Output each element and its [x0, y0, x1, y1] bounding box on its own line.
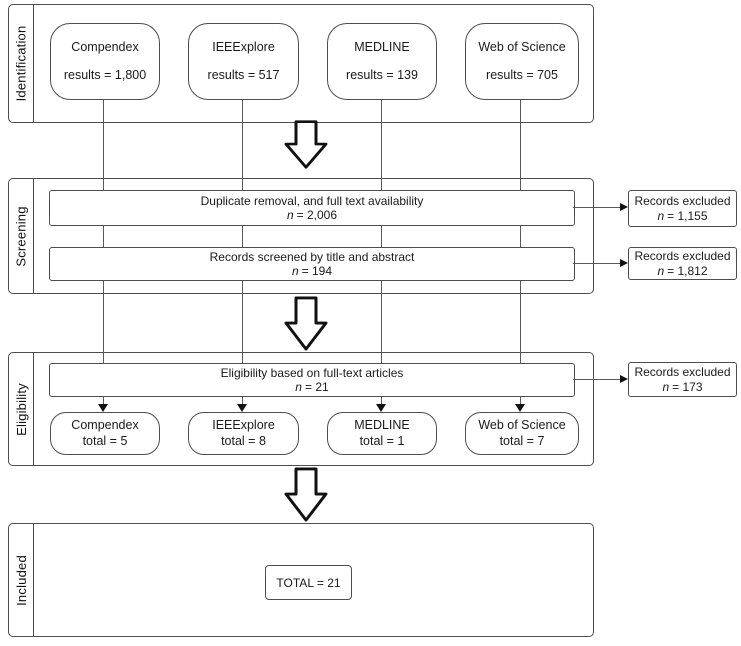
total-value: total = 1 — [359, 434, 405, 448]
n-symbol: n — [295, 380, 302, 394]
total-pill-medline — [327, 412, 437, 455]
included-label-band — [9, 524, 34, 636]
n-value: = 1,155 — [667, 208, 708, 223]
step-title: Duplicate removal, and full text availability — [200, 193, 424, 208]
total-box — [265, 565, 352, 600]
total-pill-webofscience — [465, 412, 579, 455]
source-results: results = 1,800 — [63, 68, 147, 82]
excluded-title: Records excluded — [634, 249, 731, 263]
excluded-connector-2 — [573, 263, 621, 264]
identification-label-band — [9, 5, 34, 122]
excluded-connector-3 — [573, 379, 621, 380]
total-name: Compendex — [71, 418, 139, 432]
down-flow-arrow-2 — [284, 296, 328, 351]
excluded-box-1 — [628, 190, 737, 227]
step-count — [292, 264, 332, 279]
source-name: Compendex — [71, 40, 139, 54]
source-name: MEDLINE — [354, 40, 410, 54]
total-value: total = 8 — [221, 434, 266, 448]
source-pill-webofscience — [465, 23, 579, 100]
n-symbol: n — [662, 379, 670, 394]
excluded-count — [662, 380, 702, 395]
eligibility-step-fulltext — [49, 363, 575, 397]
total-label: TOTAL = 21 — [276, 575, 341, 590]
included-label: Included — [13, 554, 29, 606]
step-count — [287, 208, 337, 223]
source-pill-compendex — [50, 23, 160, 100]
total-value: total = 5 — [82, 434, 128, 448]
screening-label: Screening — [13, 205, 29, 267]
step-title: Records screened by title and abstract — [209, 249, 415, 264]
right-arrowhead-1 — [620, 203, 628, 211]
right-arrowhead-3 — [620, 375, 628, 383]
source-results: results = 705 — [486, 68, 558, 82]
excluded-title: Records excluded — [634, 194, 731, 208]
total-name: MEDLINE — [354, 418, 410, 432]
down-flow-arrow-1 — [284, 120, 328, 169]
down-arrowhead-medline — [376, 404, 386, 412]
source-name: Web of Science — [478, 40, 566, 54]
excluded-count — [657, 264, 707, 279]
source-pill-ieeexplore — [188, 23, 299, 100]
total-name: IEEExplore — [212, 418, 275, 432]
excluded-box-2 — [628, 247, 737, 280]
source-pill-medline — [327, 23, 437, 100]
n-value: = 1,812 — [667, 263, 708, 278]
excluded-count — [657, 209, 707, 224]
total-name: Web of Science — [478, 418, 566, 432]
step-title: Eligibility based on full-text articles — [220, 365, 404, 380]
down-arrowhead-webofscience — [515, 404, 525, 412]
screening-step-title-abstract — [49, 247, 575, 281]
source-results: results = 139 — [346, 68, 418, 82]
n-symbol: n — [657, 208, 665, 223]
total-pill-compendex — [50, 412, 160, 455]
step-count — [295, 380, 328, 395]
screening-step-duplicate-removal — [49, 190, 575, 226]
eligibility-label-band — [9, 353, 34, 465]
excluded-title: Records excluded — [634, 365, 731, 379]
n-symbol: n — [291, 264, 299, 278]
identification-label: Identification — [13, 25, 29, 102]
n-value: = 21 — [304, 380, 329, 394]
excluded-connector-1 — [573, 207, 621, 208]
screening-label-band — [9, 179, 34, 293]
excluded-box-3 — [628, 362, 737, 397]
down-arrowhead-compendex — [98, 404, 108, 412]
right-arrowhead-2 — [620, 259, 628, 267]
down-arrowhead-ieeexplore — [237, 404, 247, 412]
down-flow-arrow-3 — [284, 467, 328, 522]
n-value: = 173 — [672, 379, 703, 394]
n-symbol: n — [657, 263, 665, 278]
n-value: = 2,006 — [296, 208, 338, 222]
n-symbol: n — [286, 208, 294, 222]
source-results: results = 517 — [207, 68, 280, 82]
total-value: total = 7 — [499, 434, 545, 448]
source-name: IEEExplore — [212, 40, 275, 54]
total-pill-ieeexplore — [188, 412, 299, 455]
n-value: = 194 — [301, 264, 333, 278]
eligibility-label: Eligibility — [13, 382, 29, 436]
